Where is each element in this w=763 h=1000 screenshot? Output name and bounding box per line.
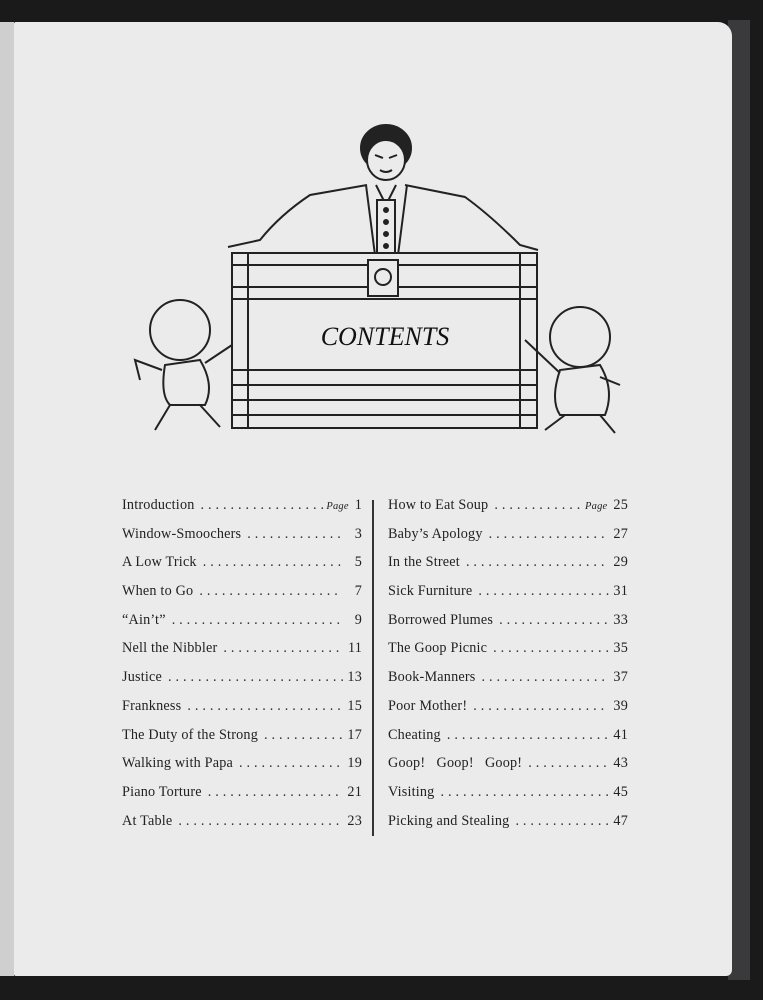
- page-number: 29: [613, 554, 628, 571]
- leader-dots: . . . . . . . . . . . . . .: [239, 755, 341, 772]
- leader-dots: . . . . . . . . . . . . . . . . . . . . .: [187, 697, 341, 714]
- toc-entry: [122, 497, 362, 526]
- page-number: 39: [613, 697, 628, 714]
- toc-entry: [388, 784, 628, 813]
- toc-right-column: [388, 497, 628, 841]
- entry-title: The Goop Picnic: [388, 640, 488, 657]
- entry-title: Poor Mother!: [388, 697, 468, 714]
- page-number: 9: [354, 611, 362, 628]
- entry-page: [344, 698, 362, 715]
- entry-page: [610, 612, 628, 629]
- page-label: Page: [326, 501, 349, 512]
- page-number: 13: [347, 669, 362, 686]
- contents-heading: CONTENTS: [320, 322, 450, 351]
- entry-page: [344, 813, 362, 830]
- entry-page: [326, 497, 362, 514]
- leader-dots: . . . . . . . . . . .: [528, 755, 607, 772]
- leader-dots: . . . . . . . . . . . . .: [247, 525, 341, 542]
- toc-left-column: [122, 497, 362, 841]
- entry-page: [610, 526, 628, 543]
- toc-entry: [122, 583, 362, 612]
- entry-title: Justice: [122, 669, 163, 686]
- leader-dots: . . . . . . . . . . . . . . . . .: [481, 669, 606, 686]
- toc-entry: [122, 813, 362, 842]
- entry-title: How to Eat Soup: [388, 497, 489, 513]
- entry-title: Walking with Papa: [122, 755, 234, 772]
- entry-page: [344, 640, 362, 657]
- entry-title: Sick Furniture: [388, 583, 473, 600]
- toc-entry: [122, 755, 362, 784]
- man-figure: [228, 125, 538, 255]
- entry-page: [610, 784, 628, 801]
- entry-title: In the Street: [388, 554, 460, 571]
- entry-title: Window-Smoochers: [122, 525, 242, 542]
- leader-dots: . . . . . . . . . . . . . . . . . . . . . . .: [171, 611, 341, 628]
- entry-page: [610, 669, 628, 686]
- leader-dots: . . . . . . . . . . . . . . . . . .: [207, 783, 339, 800]
- entry-page: [344, 784, 362, 801]
- leader-dots: . . . . . . . . . . . . . . . . .: [200, 497, 325, 513]
- page-number: 41: [613, 726, 628, 743]
- page-number: 11: [347, 640, 362, 657]
- page-number: 37: [613, 669, 628, 686]
- leader-dots: . . . . . . . . . . . . .: [515, 812, 610, 829]
- entry-title: At Table: [122, 812, 173, 829]
- toc-entry: [388, 813, 628, 842]
- toc-entry: [388, 554, 628, 583]
- leader-dots: . . . . . . . . . . . . . . . . . . . . . .: [178, 812, 340, 829]
- toc-entry: [388, 669, 628, 698]
- page-number: 23: [347, 812, 362, 829]
- leader-dots: . . . . . . . . . . . .: [494, 497, 581, 513]
- entry-page: [610, 698, 628, 715]
- toc-entry: [388, 526, 628, 555]
- toc-entry: [122, 669, 362, 698]
- entry-page: [610, 554, 628, 571]
- toc-entry: [122, 727, 362, 756]
- goop-left: [135, 300, 232, 430]
- page-number: 17: [347, 726, 362, 743]
- entry-page: [344, 526, 362, 543]
- entry-page: [610, 755, 628, 772]
- leader-dots: . . . . . . . . . . . . . . . . . . . . . . .: [440, 783, 610, 800]
- entry-title: Nell the Nibbler: [122, 640, 218, 657]
- contents-illustration: [120, 115, 640, 445]
- page-left-edge: [0, 22, 14, 976]
- entry-title: The Duty of the Strong: [122, 726, 259, 743]
- page-number: 3: [354, 525, 362, 542]
- toc-entry: [388, 727, 628, 756]
- page-number: 19: [347, 755, 362, 772]
- leader-dots: . . . . . . . . . . . . . . . .: [493, 640, 610, 657]
- toc-entry: [388, 755, 628, 784]
- page-number: 25: [613, 497, 628, 513]
- page-number: 1: [354, 497, 362, 513]
- entry-page: [610, 813, 628, 830]
- page-number: 33: [613, 611, 628, 628]
- column-divider: [372, 500, 374, 836]
- leader-dots: . . . . . . . . . . . . . . . . . . .: [465, 554, 605, 571]
- entry-page: [344, 755, 362, 772]
- page-number: 7: [354, 583, 362, 600]
- entry-title: Book-Manners: [388, 669, 476, 686]
- entry-title: Borrowed Plumes: [388, 611, 494, 628]
- page-number: 35: [613, 640, 628, 657]
- leader-dots: . . . . . . . . . . . . . . .: [499, 611, 608, 628]
- page-number: 45: [613, 783, 628, 800]
- entry-title: Frankness: [122, 697, 182, 714]
- entry-title: Cheating: [388, 726, 441, 743]
- entry-title: Picking and Stealing: [388, 812, 510, 829]
- page-number: 47: [613, 812, 628, 829]
- entry-title: When to Go: [122, 583, 194, 600]
- entry-page: [610, 640, 628, 657]
- toc-entry: [122, 784, 362, 813]
- entry-page: [344, 554, 362, 571]
- entry-page: [344, 612, 362, 629]
- leader-dots: . . . . . . . . . . .: [264, 726, 343, 743]
- leader-dots: . . . . . . . . . . . . . . . .: [223, 640, 340, 657]
- entry-page: [585, 497, 628, 514]
- toc-entry: [122, 526, 362, 555]
- toc-entry: [122, 640, 362, 669]
- entry-page: [344, 583, 362, 600]
- goop-right: [525, 307, 620, 433]
- leader-dots: . . . . . . . . . . . . . . . . . . . . . . . .: [168, 669, 345, 686]
- leader-dots: . . . . . . . . . . . . . . . . . . .: [202, 554, 342, 571]
- toc-entry: [388, 583, 628, 612]
- page-number: 43: [613, 755, 628, 772]
- entry-title: “Ain’t”: [122, 611, 166, 628]
- toc-entry: [388, 698, 628, 727]
- entry-title: Baby’s Apology: [388, 525, 483, 542]
- entry-page: [344, 669, 362, 686]
- toc-entry: [388, 497, 628, 526]
- page-number: 31: [613, 583, 628, 600]
- entry-page: [610, 583, 628, 600]
- toc-entry: [122, 698, 362, 727]
- entry-page: [344, 727, 362, 744]
- entry-page: [610, 727, 628, 744]
- page-number: 15: [347, 697, 362, 714]
- toc-entry: [122, 612, 362, 641]
- entry-title: Goop! Goop! Goop!: [388, 755, 523, 772]
- leader-dots: . . . . . . . . . . . . . . . . . . . . . .: [446, 726, 608, 743]
- page-number: 5: [354, 554, 362, 571]
- leader-dots: . . . . . . . . . . . . . . . . . .: [473, 697, 605, 714]
- toc-entry: [388, 640, 628, 669]
- toc-entry: [122, 554, 362, 583]
- page-number: 27: [613, 525, 628, 542]
- leader-dots: . . . . . . . . . . . . . . . .: [488, 525, 605, 542]
- leader-dots: . . . . . . . . . . . . . . . . . . .: [199, 583, 338, 600]
- entry-title: Visiting: [388, 783, 435, 800]
- entry-title: A Low Trick: [122, 554, 197, 571]
- leader-dots: . . . . . . . . . . . . . . . . . .: [478, 583, 610, 600]
- page-label: Page: [585, 501, 608, 512]
- toc-entry: [388, 612, 628, 641]
- page-number: 21: [347, 783, 362, 800]
- entry-title: Introduction: [122, 497, 195, 513]
- entry-title: Piano Torture: [122, 783, 202, 800]
